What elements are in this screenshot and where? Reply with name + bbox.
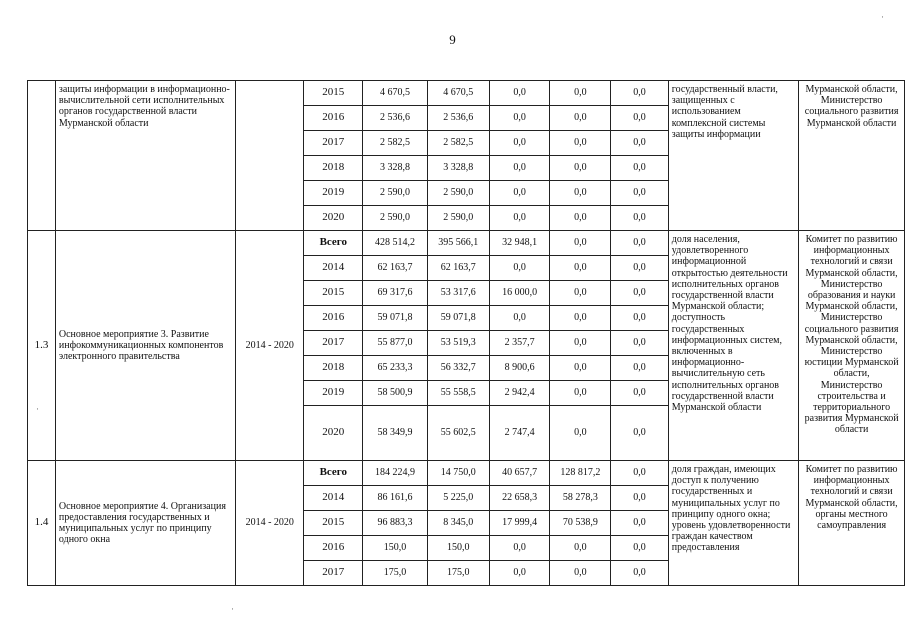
- cell-regional: 5 225,0: [427, 486, 489, 511]
- cell-federal: 2 747,4: [489, 406, 550, 461]
- item-period: [236, 81, 304, 231]
- cell-total: 55 877,0: [363, 331, 428, 356]
- table-row: [28, 81, 905, 106]
- cell-local: 0,0: [550, 81, 611, 106]
- scan-speck: ·: [231, 604, 234, 614]
- cell-year: 2018: [304, 356, 363, 381]
- cell-year: 2020: [304, 206, 363, 231]
- cell-year: 2020: [304, 406, 363, 461]
- cell-other: 0,0: [611, 406, 669, 461]
- cell-year: Всего: [304, 461, 363, 486]
- item-executor: Мурманской области, Министерство социального развития Мурманской области: [799, 81, 905, 231]
- cell-regional: 2 590,0: [427, 181, 489, 206]
- cell-year: 2015: [304, 511, 363, 536]
- scan-speck: ·: [881, 12, 884, 22]
- cell-federal: 40 657,7: [489, 461, 550, 486]
- cell-federal: 0,0: [489, 181, 550, 206]
- cell-year: 2019: [304, 381, 363, 406]
- cell-regional: 2 590,0: [427, 206, 489, 231]
- table-row: [28, 231, 905, 256]
- cell-total: 65 233,3: [363, 356, 428, 381]
- item-indicator: государственный власти, защищенных с использованием комплексной системы защиты информации: [668, 81, 798, 231]
- cell-total: 2 582,5: [363, 131, 428, 156]
- cell-regional: 53 317,6: [427, 281, 489, 306]
- cell-other: 0,0: [611, 331, 669, 356]
- cell-total: 2 590,0: [363, 206, 428, 231]
- cell-other: 0,0: [611, 131, 669, 156]
- cell-regional: 14 750,0: [427, 461, 489, 486]
- cell-other: 0,0: [611, 206, 669, 231]
- cell-year: 2018: [304, 156, 363, 181]
- cell-total: 184 224,9: [363, 461, 428, 486]
- cell-regional: 53 519,3: [427, 331, 489, 356]
- item-executor: Комитет по развитию информационных технологий и связи Мурманской области, Министерство образования и науки Мурманской области, Министерство социального развития Мурманской области, Министерство юстиции Мурманской области, Министерство строительства и территориального развития Мурманской области: [799, 231, 905, 461]
- cell-regional: 3 328,8: [427, 156, 489, 181]
- cell-other: 0,0: [611, 306, 669, 331]
- cell-federal: 22 658,3: [489, 486, 550, 511]
- cell-year: 2016: [304, 106, 363, 131]
- page-number: 9: [449, 32, 456, 47]
- cell-regional: 175,0: [427, 561, 489, 586]
- item-period: 2014 - 2020: [236, 461, 304, 586]
- program-table: [27, 80, 905, 586]
- cell-local: 0,0: [550, 256, 611, 281]
- cell-total: 62 163,7: [363, 256, 428, 281]
- cell-other: 0,0: [611, 561, 669, 586]
- cell-federal: 2 942,4: [489, 381, 550, 406]
- cell-total: 59 071,8: [363, 306, 428, 331]
- cell-total: 96 883,3: [363, 511, 428, 536]
- cell-federal: 0,0: [489, 561, 550, 586]
- cell-local: 0,0: [550, 206, 611, 231]
- item-number: 1.4: [28, 461, 56, 586]
- cell-other: 0,0: [611, 486, 669, 511]
- cell-total: 4 670,5: [363, 81, 428, 106]
- cell-other: 0,0: [611, 156, 669, 181]
- cell-regional: 56 332,7: [427, 356, 489, 381]
- item-name: Основное мероприятие 3. Развитие инфокоммуникационных компонентов электронного правительства: [55, 231, 235, 461]
- cell-total: 2 590,0: [363, 181, 428, 206]
- item-executor: Комитет по развитию информационных технологий и связи Мурманской области, органы местного самоуправления: [799, 461, 905, 586]
- cell-year: 2017: [304, 131, 363, 156]
- cell-federal: 0,0: [489, 131, 550, 156]
- cell-regional: 395 566,1: [427, 231, 489, 256]
- cell-regional: 2 536,6: [427, 106, 489, 131]
- cell-local: 0,0: [550, 181, 611, 206]
- cell-federal: 0,0: [489, 81, 550, 106]
- cell-other: 0,0: [611, 256, 669, 281]
- cell-federal: 0,0: [489, 536, 550, 561]
- cell-other: 0,0: [611, 181, 669, 206]
- cell-federal: 8 900,6: [489, 356, 550, 381]
- item-name: Основное мероприятие 4. Организация предоставления государственных и муниципальных услуг по принципу одного окна: [55, 461, 235, 586]
- cell-total: 2 536,6: [363, 106, 428, 131]
- cell-regional: 4 670,5: [427, 81, 489, 106]
- cell-year: 2017: [304, 561, 363, 586]
- cell-local: 0,0: [550, 536, 611, 561]
- cell-total: 150,0: [363, 536, 428, 561]
- cell-regional: 55 558,5: [427, 381, 489, 406]
- cell-local: 0,0: [550, 561, 611, 586]
- cell-local: 128 817,2: [550, 461, 611, 486]
- cell-year: 2019: [304, 181, 363, 206]
- cell-year: 2015: [304, 81, 363, 106]
- cell-other: 0,0: [611, 461, 669, 486]
- cell-local: 0,0: [550, 231, 611, 256]
- table-row: [28, 461, 905, 486]
- cell-local: 0,0: [550, 381, 611, 406]
- cell-other: 0,0: [611, 511, 669, 536]
- item-number: [28, 81, 56, 231]
- cell-local: 0,0: [550, 406, 611, 461]
- cell-total: 58 500,9: [363, 381, 428, 406]
- cell-regional: 55 602,5: [427, 406, 489, 461]
- cell-regional: 8 345,0: [427, 511, 489, 536]
- cell-total: 69 317,6: [363, 281, 428, 306]
- cell-federal: 0,0: [489, 106, 550, 131]
- cell-federal: 0,0: [489, 256, 550, 281]
- cell-local: 0,0: [550, 131, 611, 156]
- cell-year: 2014: [304, 256, 363, 281]
- cell-year: 2016: [304, 536, 363, 561]
- item-indicator: доля населения, удовлетворенного информационной открытостью деятельности исполнительных органов государственной власти Мурманской области; доступность государственных информационных систем, включенных в информационно-вычислительную сеть исполнительных органов государственной власти Мурманской области: [668, 231, 798, 461]
- cell-local: 70 538,9: [550, 511, 611, 536]
- cell-total: 58 349,9: [363, 406, 428, 461]
- item-period: 2014 - 2020: [236, 231, 304, 461]
- cell-local: 0,0: [550, 331, 611, 356]
- cell-year: 2015: [304, 281, 363, 306]
- cell-federal: 0,0: [489, 156, 550, 181]
- scan-speck: ·: [36, 404, 39, 414]
- cell-regional: 2 582,5: [427, 131, 489, 156]
- cell-year: Всего: [304, 231, 363, 256]
- cell-federal: 0,0: [489, 306, 550, 331]
- cell-local: 0,0: [550, 156, 611, 181]
- item-indicator: доля граждан, имеющих доступ к получению государственных и муниципальных услуг по принципу одного окна; уровень удовлетворенности граждан качеством предоставления: [668, 461, 798, 586]
- cell-local: 0,0: [550, 281, 611, 306]
- cell-local: 0,0: [550, 356, 611, 381]
- cell-other: 0,0: [611, 536, 669, 561]
- cell-other: 0,0: [611, 106, 669, 131]
- cell-federal: 2 357,7: [489, 331, 550, 356]
- item-name: защиты информации в информационно-вычислительной сети исполнительных органов государственной власти Мурманской области: [55, 81, 235, 231]
- cell-local: 0,0: [550, 106, 611, 131]
- cell-other: 0,0: [611, 356, 669, 381]
- cell-total: 175,0: [363, 561, 428, 586]
- cell-regional: 59 071,8: [427, 306, 489, 331]
- cell-other: 0,0: [611, 381, 669, 406]
- cell-federal: 17 999,4: [489, 511, 550, 536]
- cell-total: 3 328,8: [363, 156, 428, 181]
- cell-year: 2017: [304, 331, 363, 356]
- cell-other: 0,0: [611, 281, 669, 306]
- cell-local: 58 278,3: [550, 486, 611, 511]
- cell-other: 0,0: [611, 81, 669, 106]
- cell-local: 0,0: [550, 306, 611, 331]
- cell-regional: 150,0: [427, 536, 489, 561]
- item-number: 1.3: [28, 231, 56, 461]
- cell-federal: 16 000,0: [489, 281, 550, 306]
- cell-regional: 62 163,7: [427, 256, 489, 281]
- cell-federal: 32 948,1: [489, 231, 550, 256]
- cell-year: 2014: [304, 486, 363, 511]
- cell-federal: 0,0: [489, 206, 550, 231]
- cell-total: 86 161,6: [363, 486, 428, 511]
- cell-year: 2016: [304, 306, 363, 331]
- cell-other: 0,0: [611, 231, 669, 256]
- cell-total: 428 514,2: [363, 231, 428, 256]
